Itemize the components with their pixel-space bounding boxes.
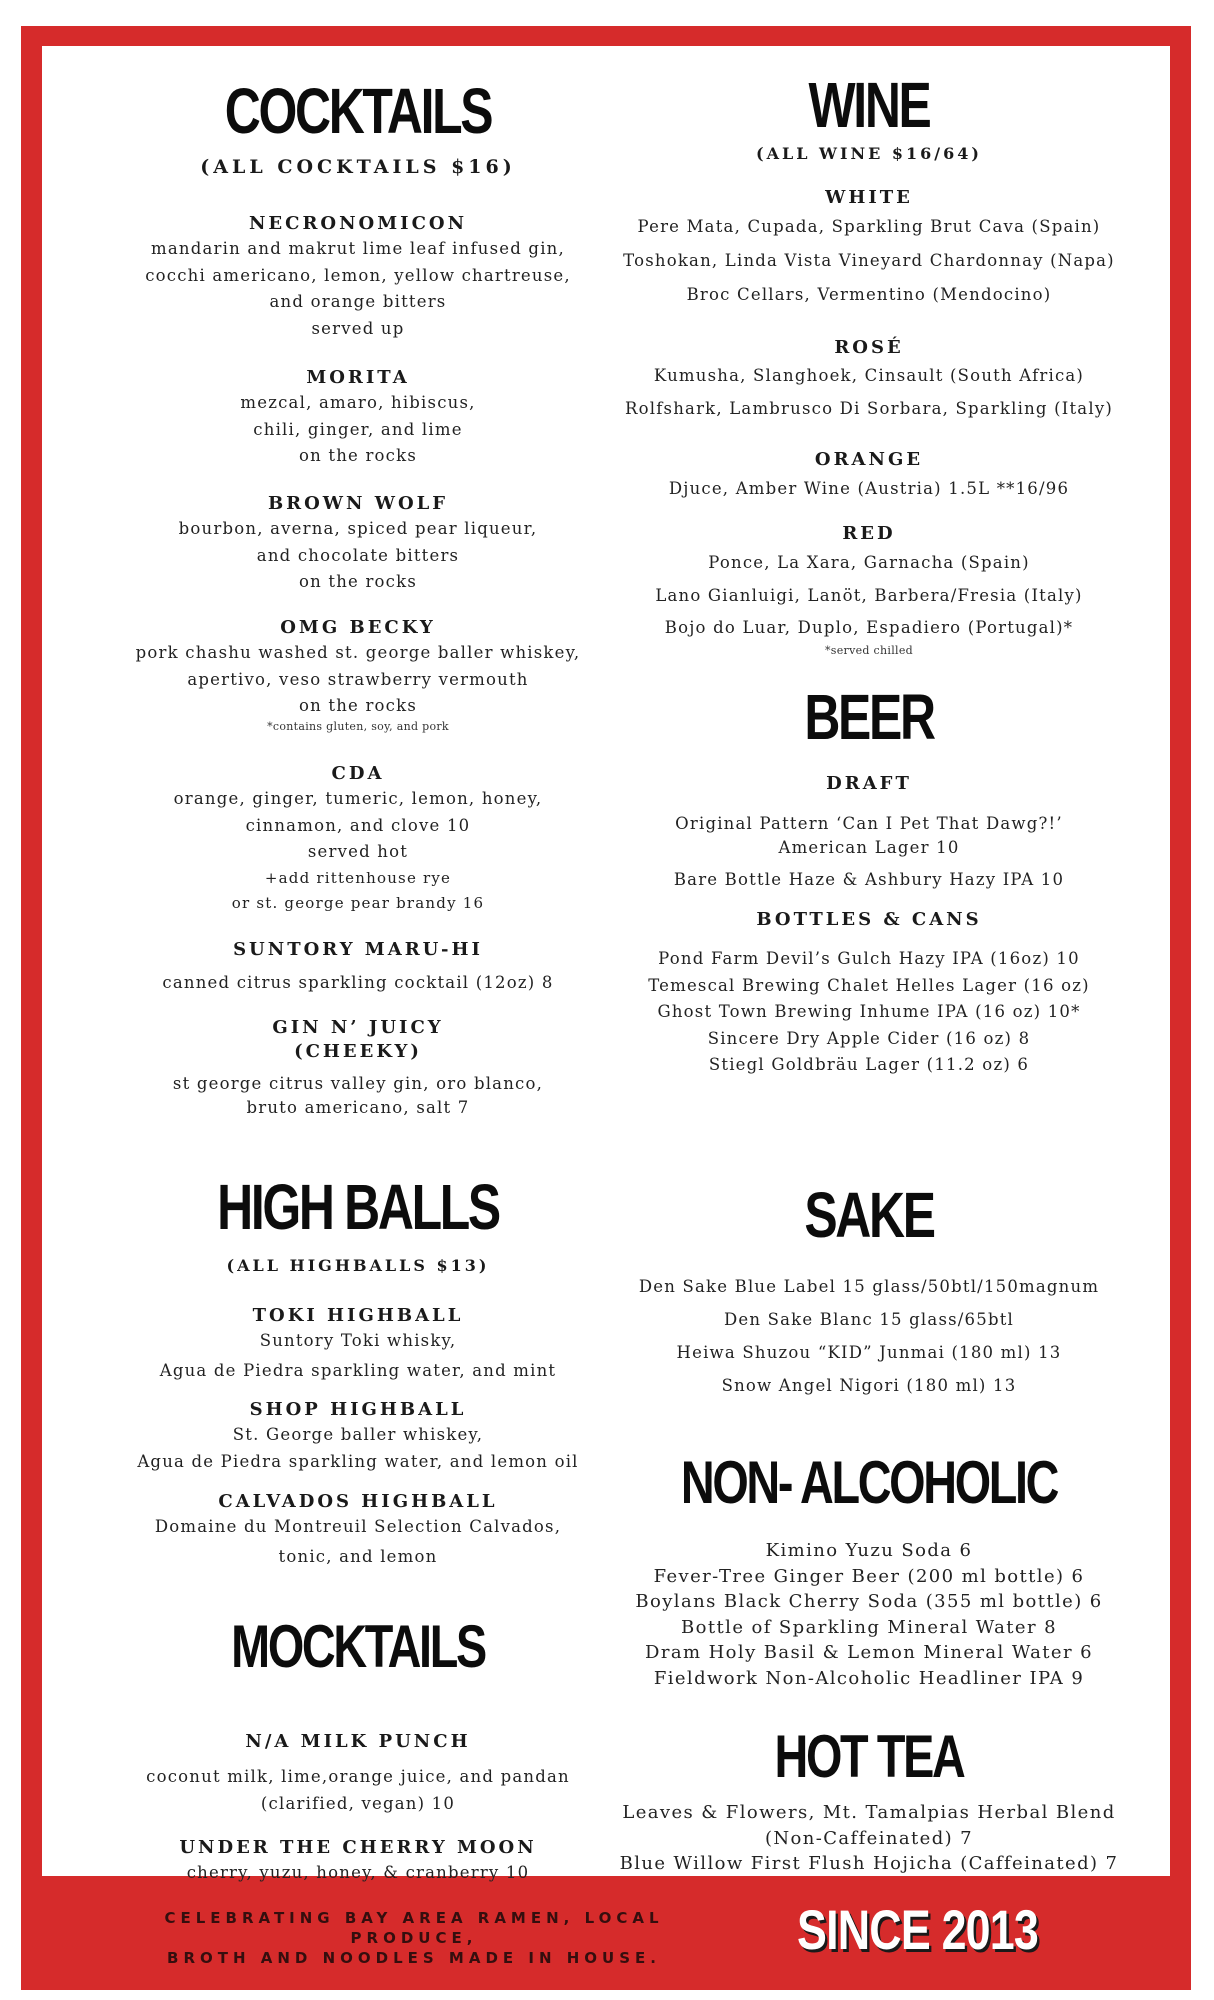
highball-desc-line: Domaine du Montreuil Selection Calvados,	[154, 1517, 562, 1536]
beer-group-bottles-cans	[604, 908, 1134, 1079]
cocktail-name: SUNTORY MARU-HI	[233, 939, 483, 960]
cocktails-title: COCKTAILS	[224, 75, 492, 147]
tea-line: (Non-Caffeinated) 7	[764, 1827, 974, 1849]
mocktail-desc-line: coconut milk, lime,orange juice, and pandan	[146, 1767, 570, 1786]
na-drink-line: Boylans Black Cherry Soda (355 ml bottle) 6	[635, 1591, 1103, 1612]
cocktails-subtitle: (ALL COCKTAILS $16)	[200, 156, 516, 178]
beer-group-draft	[604, 772, 1134, 892]
highball-item-calvados	[112, 1490, 604, 1570]
wine-line: Rolfshark, Lambrusco Di Sorbara, Sparkling (Italy)	[625, 399, 1113, 418]
sake-line: Heiwa Shuzou “KID” Junmai (180 ml) 13	[676, 1343, 1062, 1362]
allergen-note: *contains gluten, soy, and pork	[267, 719, 449, 733]
footer-tagline-line: CELEBRATING BAY AREA RAMEN, LOCAL PRODUCE,	[164, 1909, 664, 1947]
cocktail-item-necronomicon	[112, 212, 604, 342]
mocktail-name: UNDER THE CHERRY MOON	[179, 1837, 537, 1858]
mocktails-section	[112, 1612, 604, 1682]
wine-group-orange	[604, 448, 1134, 506]
highball-desc-line: Agua de Piedra sparkling water, and mint	[159, 1360, 557, 1380]
highball-name: SHOP HIGHBALL	[249, 1399, 467, 1420]
cocktail-item-cda	[112, 762, 604, 916]
sake-line: Den Sake Blanc 15 glass/65btl	[723, 1310, 1015, 1329]
cocktail-desc-line: st george citrus valley gin, oro blanco,	[172, 1074, 544, 1093]
cocktail-item-gin-n-juicy	[112, 1016, 604, 1120]
sake-line: Snow Angel Nigori (180 ml) 13	[721, 1376, 1017, 1395]
sake-section	[604, 1180, 1134, 1402]
tea-line: Blue Willow First Flush Hojicha (Caffeinated) 7	[619, 1853, 1119, 1874]
highball-item-shop	[112, 1398, 604, 1475]
wine-group-name: RED	[842, 523, 896, 544]
footer-tagline-line: BROTH AND NOODLES MADE IN HOUSE.	[167, 1949, 661, 1967]
cocktail-desc-line: on the rocks	[298, 446, 417, 465]
cocktail-desc-line: apertivo, veso strawberry vermouth	[187, 669, 529, 689]
cocktail-desc-line: chili, ginger, and lime	[253, 419, 463, 439]
cocktail-addon-line: +add rittenhouse rye	[264, 868, 452, 887]
wine-title: WINE	[808, 69, 930, 141]
tea-line: Leaves & Flowers, Mt. Tamalpias Herbal Blend	[622, 1802, 1116, 1823]
hot-tea-section	[604, 1722, 1134, 1877]
hot-tea-title: HOT TEA	[774, 1723, 964, 1790]
cocktail-desc-line: mandarin and makrut lime leaf infused gin,	[151, 239, 565, 258]
beer-line: American Lager 10	[778, 838, 960, 857]
wine-group-name: ORANGE	[814, 449, 924, 470]
wine-line: Toshokan, Linda Vista Vineyard Chardonnay (Napa)	[623, 251, 1115, 270]
cocktail-name: BROWN WOLF	[267, 493, 449, 514]
beer-group-name: BOTTLES & CANS	[756, 909, 982, 930]
wine-group-name: WHITE	[825, 187, 913, 208]
highball-desc-line: Agua de Piedra sparkling water, and lemon oil	[137, 1451, 579, 1471]
mocktail-item-milk-punch	[112, 1730, 604, 1817]
cocktail-desc-line: cinnamon, and clove 10	[245, 815, 471, 835]
highball-desc-line: Suntory Toki whisky,	[259, 1331, 457, 1350]
na-drink-line: Fieldwork Non-Alcoholic Headliner IPA 9	[653, 1667, 1085, 1689]
highballs-title: HIGH BALLS	[217, 1171, 499, 1243]
wine-line: Bojo do Luar, Duplo, Espadiero (Portugal)*	[664, 618, 1074, 637]
cocktail-addon-line: or st. george pear brandy 16	[231, 893, 485, 912]
cocktail-desc-line: orange, ginger, tumeric, lemon, honey,	[173, 789, 543, 808]
beer-line: Pond Farm Devil’s Gulch Hazy IPA (16oz) 10	[658, 949, 1080, 968]
wine-group-white	[604, 186, 1134, 312]
wine-line: Lano Gianluigi, Lanöt, Barbera/Fresia (Italy)	[655, 586, 1083, 605]
cocktail-item-omg-becky	[112, 616, 604, 734]
wine-section	[604, 70, 1134, 163]
sake-title: SAKE	[804, 1179, 934, 1251]
cocktail-desc-line: served hot	[307, 842, 409, 861]
highball-desc-line: St. George baller whiskey,	[232, 1425, 484, 1444]
non-alcoholic-title: NON- ALCOHOLIC	[680, 1449, 1058, 1516]
mocktail-desc-line: cherry, yuzu, honey, & cranberry 10	[186, 1863, 530, 1882]
na-drink-line: Fever-Tree Ginger Beer (200 ml bottle) 6	[653, 1565, 1085, 1587]
highballs-subtitle: (ALL HIGHBALLS $13)	[226, 1256, 490, 1275]
na-drink-line: Dram Holy Basil & Lemon Mineral Water 6	[645, 1642, 1093, 1663]
beer-line: Temescal Brewing Chalet Helles Lager (16 oz)	[648, 975, 1090, 995]
mocktail-name: N/A MILK PUNCH	[245, 1731, 471, 1752]
cocktail-name: GIN N’ JUICY	[272, 1017, 444, 1038]
highballs-section	[112, 1172, 604, 1275]
footer-tagline	[104, 1908, 724, 1968]
since-2013-logo: SINCE 2013	[797, 1898, 1039, 1961]
wine-subtitle: (ALL WINE $16/64)	[756, 144, 982, 163]
cocktail-item-suntory-maru-hi	[112, 938, 604, 997]
cocktails-section	[112, 76, 604, 178]
cocktail-name-sub: (CHEEKY)	[294, 1041, 422, 1062]
cocktail-item-brown-wolf	[112, 492, 604, 596]
cocktail-name: CDA	[331, 763, 385, 784]
wine-line: Ponce, La Xara, Garnacha (Spain)	[708, 553, 1030, 572]
cocktail-desc-line: and orange bitters	[269, 292, 447, 311]
wine-group-name: ROSÉ	[834, 337, 904, 358]
cocktail-desc-line: and chocolate bitters	[256, 545, 460, 565]
cocktail-desc-line: pork chashu washed st. george baller whiskey,	[135, 643, 581, 662]
wine-line: Djuce, Amber Wine (Austria) 1.5L **16/96	[668, 479, 1070, 498]
sake-line: Den Sake Blue Label 15 glass/50btl/150magnum	[638, 1277, 1100, 1296]
cocktail-desc-line: bruto americano, salt 7	[246, 1098, 470, 1117]
cocktail-name: OMG BECKY	[280, 617, 436, 638]
beer-line: Bare Bottle Haze & Ashbury Hazy IPA 10	[673, 870, 1065, 889]
cocktail-desc-line: on the rocks	[298, 696, 417, 715]
highball-desc-line: tonic, and lemon	[278, 1546, 438, 1566]
wine-line: Broc Cellars, Vermentino (Mendocino)	[686, 285, 1052, 304]
highball-item-toki	[112, 1304, 604, 1384]
cocktail-desc-line: canned citrus sparkling cocktail (12oz) 8	[162, 973, 554, 992]
highball-name: CALVADOS HIGHBALL	[218, 1491, 498, 1512]
cocktail-desc-line: bourbon, averna, spiced pear liqueur,	[178, 519, 538, 538]
beer-line: Ghost Town Brewing Inhume IPA (16 oz) 10*	[657, 1002, 1081, 1021]
cocktail-desc-line: cocchi americano, lemon, yellow chartreuse,	[145, 265, 571, 285]
cocktail-name: MORITA	[306, 367, 410, 388]
na-drink-line: Kimino Yuzu Soda 6	[765, 1540, 973, 1561]
cocktail-desc-line: served up	[311, 318, 405, 338]
highball-name: TOKI HIGHBALL	[252, 1305, 464, 1326]
wine-group-rose	[604, 336, 1134, 426]
non-alcoholic-section	[604, 1448, 1134, 1691]
beer-group-name: DRAFT	[826, 773, 912, 794]
wine-line: Pere Mata, Cupada, Sparkling Brut Cava (Spain)	[637, 217, 1101, 236]
mocktail-item-cherry-moon	[112, 1836, 604, 1887]
wine-line: Kumusha, Slanghoek, Cinsault (South Africa)	[653, 366, 1085, 385]
beer-line: Sincere Dry Apple Cider (16 oz) 8	[707, 1028, 1031, 1048]
mocktails-title: MOCKTAILS	[231, 1613, 485, 1680]
beer-title: BEER	[804, 681, 934, 753]
na-drink-line: Bottle of Sparkling Mineral Water 8	[681, 1616, 1057, 1638]
beer-section	[604, 682, 1134, 752]
cocktail-item-morita	[112, 366, 604, 470]
served-chilled-note: *served chilled	[824, 644, 914, 657]
cocktail-desc-line: on the rocks	[298, 572, 417, 591]
wine-group-red	[604, 522, 1134, 658]
mocktail-desc-line: (clarified, vegan) 10	[260, 1793, 456, 1813]
beer-line: Stiegl Goldbräu Lager (11.2 oz) 6	[708, 1055, 1030, 1074]
cocktail-name: NECRONOMICON	[248, 213, 468, 234]
beer-line: Original Pattern ‘Can I Pet That Dawg?!’	[675, 814, 1063, 833]
cocktail-desc-line: mezcal, amaro, hibiscus,	[240, 393, 476, 412]
